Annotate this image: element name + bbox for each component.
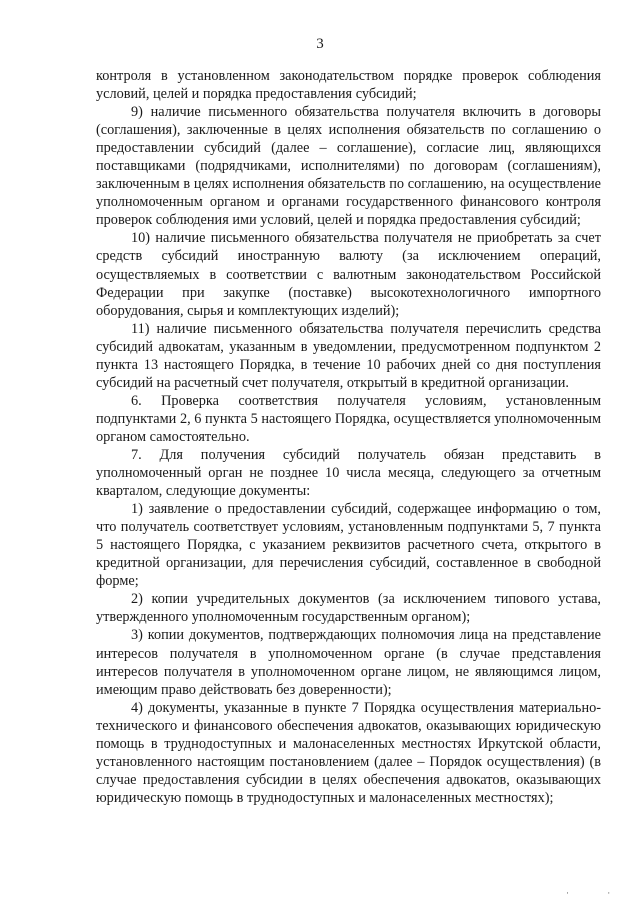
document-body xyxy=(96,67,601,807)
paragraph-section-6: 6. Проверка соответствия получателя условиям, установленным подпунктами 2, 6 пункта 5 настоящего Порядка, осуществляется уполномоченным органом самостоятельно. xyxy=(96,392,601,445)
paragraph-doc-2: 2) копии учредительных документов (за исключением типового устава, утвержденного уполномоченным государственным органом); xyxy=(96,591,601,626)
paragraph-item-10: 10) наличие письменного обязательства получателя не приобретать за счет средств субсидий иностранную валюту (за исключением операций, осуществляемых в соответствии с валютным законодательством Российской Федерации при закупке (поставке) высокотехнологичного импортного оборудования, сырья и комплектующих изделий); xyxy=(96,230,601,319)
paragraph-item-11: 11) наличие письменного обязательства получателя перечислить средства субсидий адвокатам, указанным в уведомлении, предусмотренном подпунктом 2 пункта 13 настоящего Порядка, в течение 10 рабочих дней со дня поступления субсидий на расчетный счет получателя, открытый в кредитной организации. xyxy=(96,320,601,391)
paragraph-section-7: 7. Для получения субсидий получатель обязан представить в уполномоченный орган не позднее 10 числа месяца, следующего за отчетным кварталом, следующие документы: xyxy=(96,446,601,500)
page-number: 3 xyxy=(316,36,324,52)
paragraph-doc-1: 1) заявление о предоставлении субсидий, содержащее информацию о том, что получатель соответствует условиям, установленным подпунктами 5, 7 пункта 5 настоящего Порядка, с указанием реквизитов расчетного счета, открытого в кредитной организации, для перечисления субсидий, составленное в свободной форме; xyxy=(96,501,601,590)
scan-marks: · · xyxy=(566,888,629,898)
paragraph-item-9: 9) наличие письменного обязательства получателя включить в договоры (соглашения), заключенные в целях исполнения обязательств по соглашению о предоставлении субсидий (далее – соглашение), согласие лиц, являющихся поставщиками (подрядчиками, исполнителями) по договорам (соглашениям), заключенным в целях исполнения обязательств по соглашению, на осуществление уполномоченным органом и органами государственного финансового контроля проверок соблюдения ими условий, целей и порядка предоставления субсидий; xyxy=(96,104,601,229)
paragraph-doc-4: 4) документы, указанные в пункте 7 Порядка осуществления материально-технического и финансового обеспечения адвокатов, оказывающих юридическую помощь в труднодоступных и малонаселенных местностях Иркутской области, установленного настоящим постановлением (далее – Порядок осуществления) (в случае предоставления субсидии в целях обеспечения адвокатов, оказывающих юридическую помощь в труднодоступных и малонаселенных местностях); xyxy=(96,699,601,806)
paragraph-doc-3: 3) копии документов, подтверждающих полномочия лица на представление интересов получателя в уполномоченном органе (в случае представления интересов получателя в уполномоченном органе лицом, не являющимся лицом, имеющим право действовать без доверенности); xyxy=(96,627,601,698)
paragraph-continuation: контроля в установленном законодательством порядке проверок соблюдения условий, целей и порядка предоставления субсидий; xyxy=(96,68,601,103)
